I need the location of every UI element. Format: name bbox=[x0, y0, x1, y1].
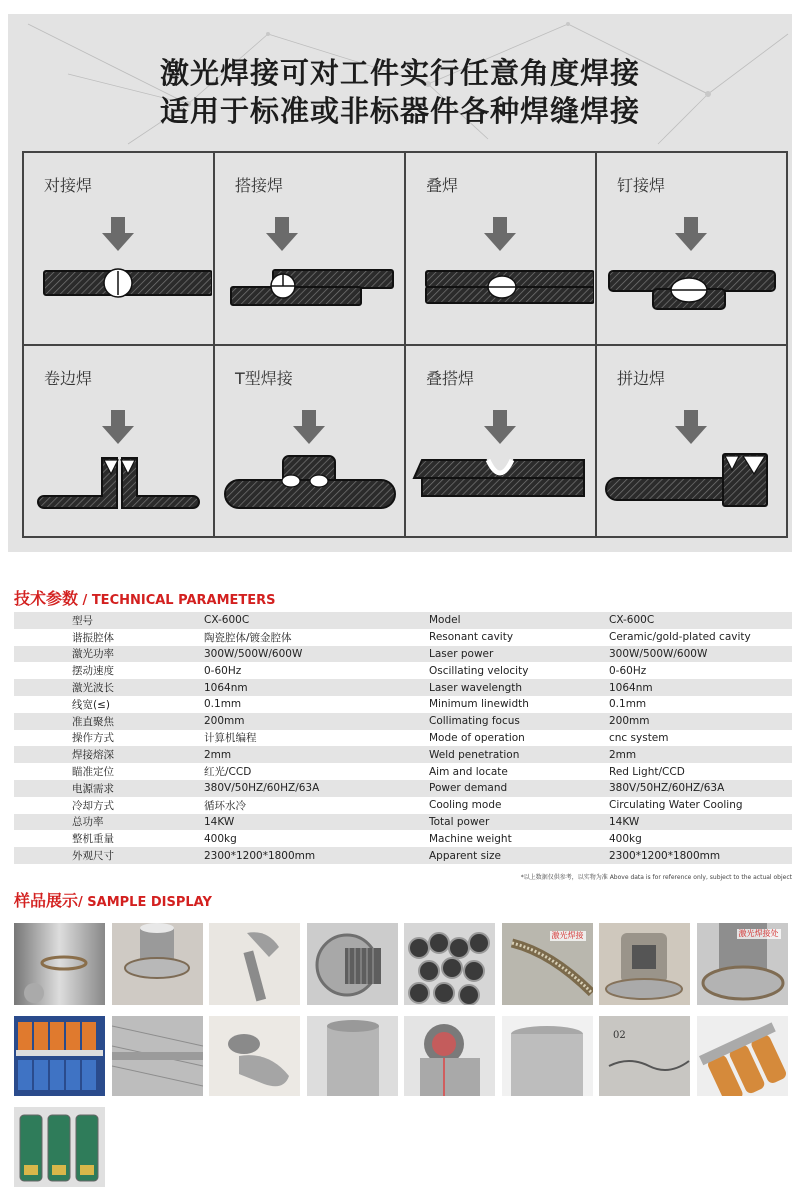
param-value-zh: 红光/CCD bbox=[204, 766, 252, 779]
param-name-en: Resonant cavity bbox=[429, 631, 514, 644]
param-name-zh: 线宽(≤) bbox=[72, 698, 110, 711]
sample-photo-tee-part bbox=[209, 923, 300, 1005]
weld-type-lap bbox=[215, 153, 406, 346]
param-value-zh: 2300*1200*1800mm bbox=[134, 847, 421, 864]
weld-type-flange bbox=[24, 346, 215, 539]
sample-photo-filter-disc bbox=[307, 923, 398, 1005]
sample-photo-ring-pile bbox=[404, 923, 495, 1005]
banner-title-line1: 激光焊接可对工件实行任意角度焊接 bbox=[159, 56, 640, 90]
param-name-en: Weld penetration bbox=[421, 746, 599, 763]
param-name-zh: 激光波长 bbox=[14, 679, 134, 696]
technical-parameters-heading bbox=[14, 586, 276, 609]
param-value-en: 400kg bbox=[609, 832, 642, 845]
sample-photo-large-cylinder bbox=[502, 1016, 593, 1096]
flange-weld-diagram bbox=[24, 346, 212, 537]
sample-photo-thin-plate bbox=[599, 1016, 690, 1096]
parameter-row bbox=[14, 814, 792, 831]
sample-photo-battery-pack bbox=[14, 1016, 105, 1096]
butt-weld-diagram bbox=[24, 153, 212, 344]
weld-type-label: 卷边焊 bbox=[44, 368, 93, 388]
param-value-en: 0.1mm bbox=[609, 698, 647, 711]
heading-en: / TECHNICAL PARAMETERS bbox=[78, 593, 276, 608]
param-name-en: Power demand bbox=[421, 780, 599, 797]
param-value-zh: 380V/50HZ/60HZ/63A bbox=[134, 780, 421, 797]
parameter-row bbox=[14, 662, 792, 679]
banner-title-line2: 适用于标准或非标器件各种焊缝焊接 bbox=[159, 94, 640, 128]
param-value-en: 14KW bbox=[599, 814, 792, 831]
param-name-zh: 冷却方式 bbox=[72, 799, 114, 812]
param-name-en: Collimating focus bbox=[421, 713, 599, 730]
param-value-zh: 400kg bbox=[204, 832, 237, 845]
weld-type-label: T型焊接 bbox=[235, 368, 293, 388]
param-value-en: 0-60Hz bbox=[609, 664, 647, 677]
sample-photo-battery-tabs bbox=[697, 1016, 788, 1096]
sample-display-heading bbox=[14, 888, 212, 911]
weld-type-label: 对接焊 bbox=[44, 176, 93, 195]
parameter-row bbox=[14, 713, 792, 730]
param-name-zh: 谐振腔体 bbox=[72, 631, 114, 644]
parameter-row bbox=[14, 629, 792, 646]
sample-photo-cylinder-seam bbox=[307, 1016, 398, 1096]
param-name-en: Aim and locate bbox=[429, 765, 508, 778]
param-name-zh: 电源需求 bbox=[14, 780, 134, 797]
weld-type-label: 叠搭焊 bbox=[426, 368, 475, 388]
weld-type-label: 叠焊 bbox=[426, 176, 459, 195]
param-value-en: 1064nm bbox=[599, 679, 792, 696]
param-value-zh: CX-600C bbox=[134, 612, 421, 629]
param-name-zh: 外观尺寸 bbox=[14, 847, 134, 864]
sample-photo-tube-weld bbox=[14, 923, 105, 1005]
param-name-en: Mode of operation bbox=[429, 731, 525, 744]
technical-parameters-table bbox=[14, 612, 792, 864]
param-value-en: 380V/50HZ/60HZ/63A bbox=[599, 780, 792, 797]
param-name-zh: 准直聚焦 bbox=[14, 713, 134, 730]
parameter-row bbox=[14, 730, 792, 747]
param-value-en: cnc system bbox=[609, 731, 669, 744]
param-name-en: Laser wavelength bbox=[421, 679, 599, 696]
param-name-en: Machine weight bbox=[429, 832, 512, 845]
heading-zh: 技术参数 bbox=[14, 589, 79, 608]
param-value-zh: 300W/500W/600W bbox=[134, 646, 421, 663]
param-value-en: Circulating Water Cooling bbox=[609, 799, 743, 812]
parameter-row bbox=[14, 646, 792, 663]
banner-title bbox=[8, 54, 792, 130]
sample-photo-cylinder-weld bbox=[697, 923, 788, 1005]
param-value-zh: 陶瓷腔体/镀金腔体 bbox=[204, 631, 292, 644]
parameter-row bbox=[14, 847, 792, 864]
sample-gallery bbox=[14, 923, 792, 1187]
sample-photo-green-modules bbox=[14, 1107, 105, 1187]
param-name-zh: 总功率 bbox=[14, 814, 134, 831]
param-value-zh: 2mm bbox=[134, 746, 421, 763]
param-value-en: 200mm bbox=[599, 713, 792, 730]
edge-weld-diagram bbox=[597, 346, 785, 537]
param-name-zh: 瞄准定位 bbox=[72, 766, 114, 779]
param-name-en: Laser power bbox=[421, 646, 599, 663]
t-weld-diagram bbox=[215, 346, 403, 537]
lap-weld-diagram bbox=[215, 153, 403, 344]
param-value-zh: 14KW bbox=[134, 814, 421, 831]
rivet-weld-diagram bbox=[597, 153, 785, 344]
parameter-row bbox=[14, 830, 792, 847]
weld-type-butt bbox=[24, 153, 215, 346]
parameter-row bbox=[14, 679, 792, 696]
param-value-zh: 循环水冷 bbox=[204, 799, 246, 812]
param-name-zh: 焊接熔深 bbox=[14, 746, 134, 763]
sample-photo-lever-part bbox=[209, 1016, 300, 1096]
stack-weld-diagram bbox=[406, 153, 594, 344]
weld-type-edge bbox=[597, 346, 788, 539]
parameter-row bbox=[14, 780, 792, 797]
param-value-zh: 0-60Hz bbox=[204, 664, 242, 677]
param-value-en: 2300*1200*1800mm bbox=[599, 847, 792, 864]
weld-type-label: 钉接焊 bbox=[617, 176, 666, 195]
param-name-en: Oscillating velocity bbox=[429, 664, 529, 677]
heading-en: / SAMPLE DISPLAY bbox=[78, 895, 212, 910]
sample-tag: 激光焊接 bbox=[551, 931, 584, 940]
parameter-row bbox=[14, 797, 792, 814]
sample-photo-seam-closeup bbox=[502, 923, 593, 1005]
param-name-zh: 激光功率 bbox=[14, 646, 134, 663]
sample-photo-mesh-sheet bbox=[112, 1016, 203, 1096]
parameter-row bbox=[14, 612, 792, 629]
param-value-zh: 0.1mm bbox=[204, 698, 242, 711]
param-name-zh: 整机重量 bbox=[72, 833, 114, 846]
param-name-zh: 摆动速度 bbox=[72, 665, 114, 678]
parameter-row bbox=[14, 746, 792, 763]
param-name-en: Cooling mode bbox=[429, 799, 502, 812]
weld-type-label: 拼边焊 bbox=[617, 368, 666, 388]
param-name-en: Minimum linewidth bbox=[429, 698, 529, 711]
param-value-en: CX-600C bbox=[599, 612, 792, 629]
sample-photo-sensor-can bbox=[404, 1016, 495, 1096]
footnote: *以上数据仅供参考，以实物为准 Above data is for reference only, subject to the actual object bbox=[520, 874, 792, 881]
param-name-zh: 操作方式 bbox=[72, 732, 114, 745]
weld-type-t-joint bbox=[215, 346, 406, 539]
param-name-en: Apparent size bbox=[421, 847, 599, 864]
weld-type-overlap bbox=[406, 346, 597, 539]
sample-tag: 激光焊接处 bbox=[738, 929, 779, 938]
welding-types-banner bbox=[8, 14, 792, 552]
weld-type-grid bbox=[22, 151, 788, 538]
param-value-zh: 200mm bbox=[134, 713, 421, 730]
param-value-en: Red Light/CCD bbox=[609, 765, 685, 778]
weld-type-rivet bbox=[597, 153, 788, 346]
weld-type-label: 搭接焊 bbox=[235, 176, 284, 195]
sample-photo-square-fitting bbox=[599, 923, 690, 1005]
overlap-weld-diagram bbox=[406, 346, 594, 537]
param-name-en: Model bbox=[421, 612, 599, 629]
sample-photo-pipe-flange bbox=[112, 923, 203, 1005]
param-name-en: Total power bbox=[421, 814, 599, 831]
param-value-zh: 计算机编程 bbox=[204, 732, 257, 745]
param-value-en: 300W/500W/600W bbox=[599, 646, 792, 663]
param-value-zh: 1064nm bbox=[134, 679, 421, 696]
parameter-row bbox=[14, 696, 792, 713]
param-name-zh: 型号 bbox=[14, 612, 134, 629]
parameter-row bbox=[14, 763, 792, 780]
svg-text:02: 02 bbox=[613, 1030, 626, 1041]
param-value-en: 2mm bbox=[599, 746, 792, 763]
param-value-en: Ceramic/gold-plated cavity bbox=[609, 631, 751, 644]
heading-zh: 样品展示 bbox=[14, 891, 79, 910]
weld-type-stack bbox=[406, 153, 597, 346]
